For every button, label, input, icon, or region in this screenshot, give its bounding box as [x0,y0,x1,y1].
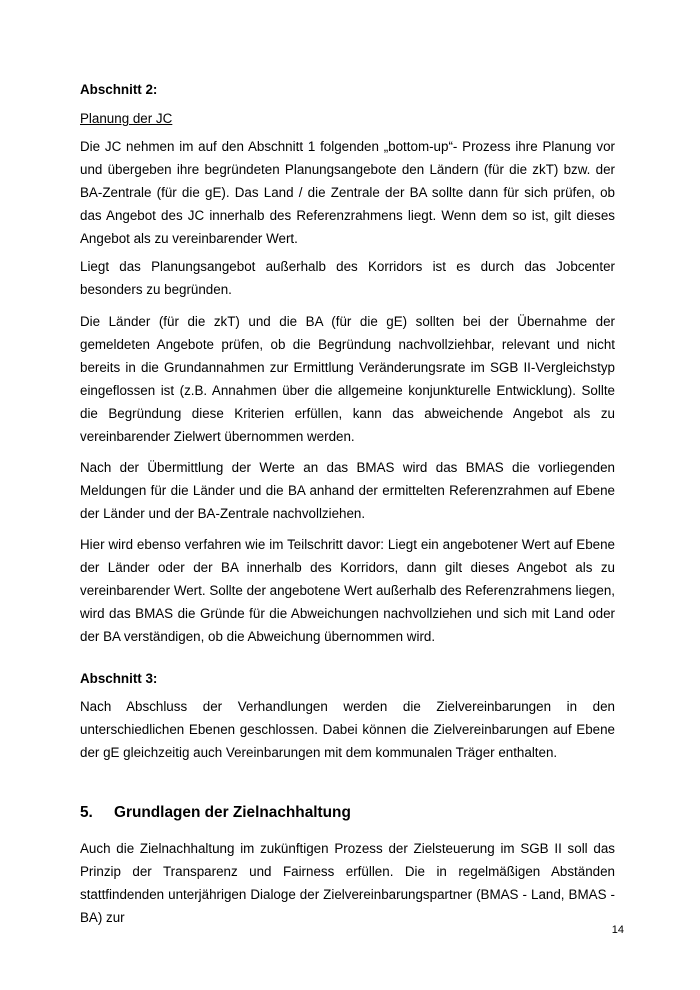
page-number: 14 [611,924,624,936]
abschnitt-3-heading: Abschnitt 3: [80,671,158,686]
paragraph-planungsangebote: Die JC nehmen im auf den Abschnitt 1 folgenden „bottom-up“- Prozess ihre Planung vor und übergeben ihre begründeten Planungsangebote den Ländern (für die zkT) bzw. der BA-Zentrale (für die gE). Das Land / die Zentrale der BA sollte dann für sich prüfen, ob das Angebot des JC innerhalb des Referenzrahmens liegt. Wenn dem so ist, gilt dieses Angebot als zu vereinbarender Wert. [80,139,615,246]
section-5-title: Grundlagen der Zielnachhaltung [114,804,351,821]
paragraph-laender-pruefung: Die Länder (für die zkT) und die BA (für die gE) sollten bei der Übernahme der gemeldeten Angebote prüfen, ob die Begründung nachvollziehbar, relevant und nicht bereits in die Grundannahmen zur Ermittlung Veränderungsrate im SGB II-Vergleichstyp eingeflossen ist (z.B. Annahmen über die allgemeine konjunkturelle Entwicklung). Sollte die Begründung diese Kriterien erfüllen, kann das abweichende Angebot als zu vereinbarender Zielwert übernommen werden. [80,314,615,444]
section-5-heading [80,802,615,824]
paragraph-korridor: Liegt das Planungsangebot außerhalb des Korridors ist es durch das Jobcenter besonders zu begründen. [80,259,615,297]
paragraph-bmas-uebermittlung: Nach der Übermittlung der Werte an das BMAS wird das BMAS die vorliegenden Meldungen für die Länder und die BA anhand der ermittelten Referenzrahmen auf Ebene der Länder und der BA-Zentrale nachvollziehen. [80,460,615,521]
abschnitt-2-heading: Abschnitt 2: [80,82,158,97]
section-5-number: 5. [80,804,93,821]
planung-der-jc-subheading: Planung der JC [80,111,173,126]
paragraph-abschnitt-3: Nach Abschluss der Verhandlungen werden die Zielvereinbarungen in den unterschiedlichen Ebenen geschlossen. Dabei können die Zielvereinbarungen auf Ebene der gE gleichzeitig auch Vereinbarungen mit dem kommunalen Träger enthalten. [80,699,615,760]
paragraph-zielnachhaltung: Auch die Zielnachhaltung im zukünftigen Prozess der Zielsteuerung im SGB II soll das Prinzip der Transparenz und Fairness erfüllen. Die in regelmäßigen Abständen stattfindenden unterjährigen Dialoge der Zielvereinbarungspartner (BMAS - Land, BMAS - BA) zur [80,841,615,925]
paragraph-teilschritt: Hier wird ebenso verfahren wie im Teilschritt davor: Liegt ein angebotener Wert auf Ebene der Länder oder der BA innerhalb des Korridors, dann gilt dieses Angebot als zu vereinbarender Wert. Sollte der angebotene Wert außerhalb des Referenzrahmens liegen, wird das BMAS die Gründe für die Abweichungen nachvollziehen und sich mit Land oder der BA verständigen, ob die Abweichung übernommen wird. [80,537,615,644]
